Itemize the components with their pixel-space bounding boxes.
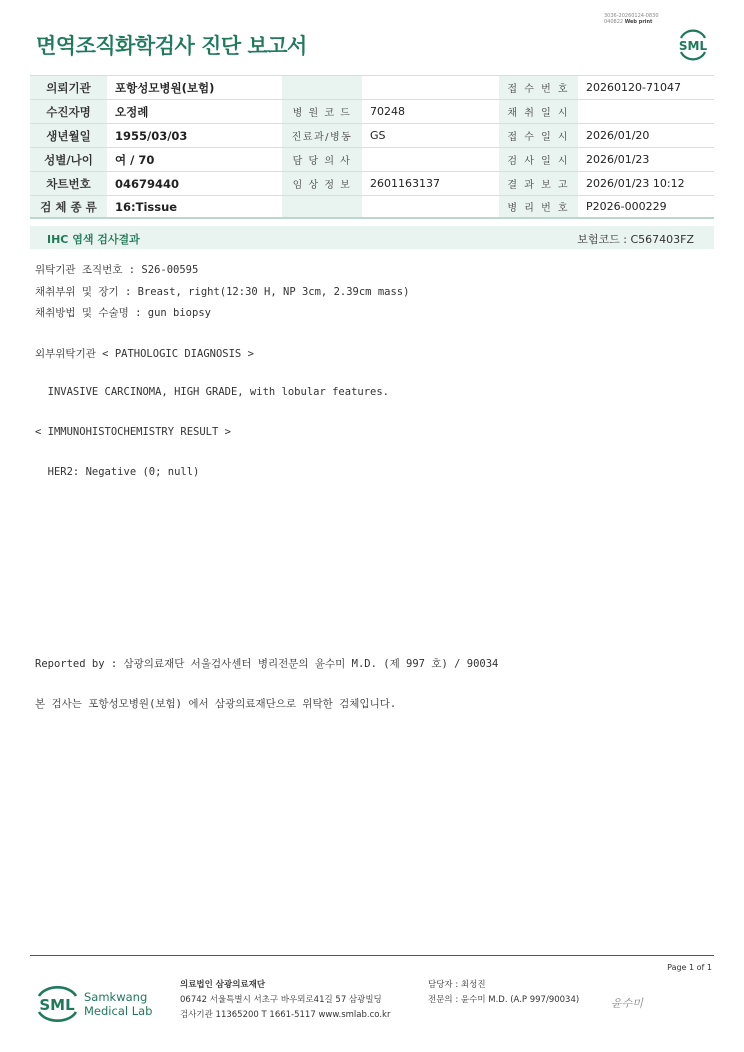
specimen-site: 채취부위 및 장기 : Breast, right(12:30 H, NP 3cm, 2.39cm mass) [35, 286, 410, 298]
sml-logo [675, 26, 711, 62]
info-value: 1955/03/03 [107, 124, 282, 148]
info-label: 성별/나이 [30, 148, 107, 172]
footer-org-info [180, 978, 390, 1023]
staff-label: 담당자 : [428, 980, 459, 990]
info-value: 16:Tissue [107, 196, 282, 219]
ihc-section-bar [30, 226, 714, 249]
page-number: Page 1 of 1 [667, 963, 712, 972]
info-row [30, 100, 714, 124]
info-label: 결 과 보 고 [499, 172, 578, 196]
info-label: 담 당 의 사 [282, 148, 362, 172]
print-label: Web print [624, 19, 653, 25]
staff-name: 최성진 [460, 980, 486, 990]
footer-logo-name1: Samkwang [84, 990, 148, 1004]
info-label: 검 체 종 류 [30, 196, 107, 219]
specialist-label: 전문의 : [428, 995, 459, 1005]
info-value: 04679440 [107, 172, 282, 196]
reported-by: Reported by : 삼광의료재단 서울검사센터 병리전문의 윤수미 M.D. (제 997 호) / 90034 [35, 658, 499, 670]
print-code: 3036-20260124-0830 [604, 13, 659, 19]
info-label: 생년월일 [30, 124, 107, 148]
info-label: 검 사 일 시 [499, 148, 578, 172]
info-value [362, 76, 499, 100]
footer-logo-text: SML [39, 996, 75, 1014]
info-row [30, 124, 714, 148]
info-label: 채 취 일 시 [499, 100, 578, 124]
info-value: P2026-000229 [578, 196, 714, 219]
info-value [362, 148, 499, 172]
info-value [362, 196, 499, 219]
specimen-number: 위탁기관 조직번호 : S26-00595 [35, 264, 199, 276]
print-sub-code: 040822 [604, 19, 624, 25]
specialist-name: 윤수미 M.D. (A.P 997/90034) [460, 995, 580, 1005]
diagnosis-heading: 외부위탁기관 < PATHOLOGIC DIAGNOSIS > [35, 348, 254, 360]
signature: 윤수미 [611, 997, 643, 1010]
info-label: 병 원 코 드 [282, 100, 362, 124]
info-value: 2601163137 [362, 172, 499, 196]
footer-logo-name2: Medical Lab [84, 1004, 153, 1018]
info-label: 접 수 일 시 [499, 124, 578, 148]
print-info [604, 13, 659, 25]
info-label [282, 76, 362, 100]
info-value: 2026/01/23 [578, 148, 714, 172]
samkwang-logo [36, 980, 156, 1030]
info-value: 2026/01/23 10:12 [578, 172, 714, 196]
ihc-heading: < IMMUNOHISTOCHEMISTRY RESULT > [35, 426, 231, 438]
ihc-section-title: IHC 염색 검사결과 [47, 233, 140, 246]
info-value: 20260120-71047 [578, 76, 714, 100]
info-label: 수진자명 [30, 100, 107, 124]
info-value: 2026/01/20 [578, 124, 714, 148]
logo-text: SML [678, 39, 708, 53]
footer-address: 06742 서울특별시 서초구 바우뫼로41길 57 삼광빌딩 [180, 995, 382, 1005]
info-value: 70248 [362, 100, 499, 124]
info-label: 진료과/병동 [282, 124, 362, 148]
specimen-method: 채취방법 및 수술명 : gun biopsy [35, 307, 211, 319]
info-value: 오정례 [107, 100, 282, 124]
info-value: 포항성모병원(보험) [107, 76, 282, 100]
insurance-code: 보험코드 : C567403FZ [577, 233, 694, 246]
info-value: 여 / 70 [107, 148, 282, 172]
referral-note: 본 검사는 포항성모병원(보험) 에서 삼광의료재단으로 위탁한 검체입니다. [35, 698, 397, 710]
footer-divider [30, 955, 714, 956]
info-label: 차트번호 [30, 172, 107, 196]
info-value [578, 100, 714, 124]
her2-result: HER2: Negative (0; null) [35, 466, 200, 478]
patient-info-table [30, 75, 714, 219]
info-value: GS [362, 124, 499, 148]
diagnosis-text: INVASIVE CARCINOMA, HIGH GRADE, with lobular features. [35, 386, 390, 398]
info-label: 병 리 번 호 [499, 196, 578, 219]
info-label: 의뢰기관 [30, 76, 107, 100]
info-label [282, 196, 362, 219]
report-title: 면역조직화학검사 진단 보고서 [36, 34, 307, 58]
footer-contact: 검사기관 11365200 T 1661-5117 www.smlab.co.kr [180, 1010, 391, 1020]
info-label: 임 상 정 보 [282, 172, 362, 196]
footer-org: 의료법인 삼광의료재단 [180, 980, 266, 990]
info-label: 접 수 번 호 [499, 76, 578, 100]
footer-staff [428, 978, 579, 1008]
info-row [30, 76, 714, 100]
info-row [30, 148, 714, 172]
info-row [30, 172, 714, 196]
info-row [30, 196, 714, 219]
